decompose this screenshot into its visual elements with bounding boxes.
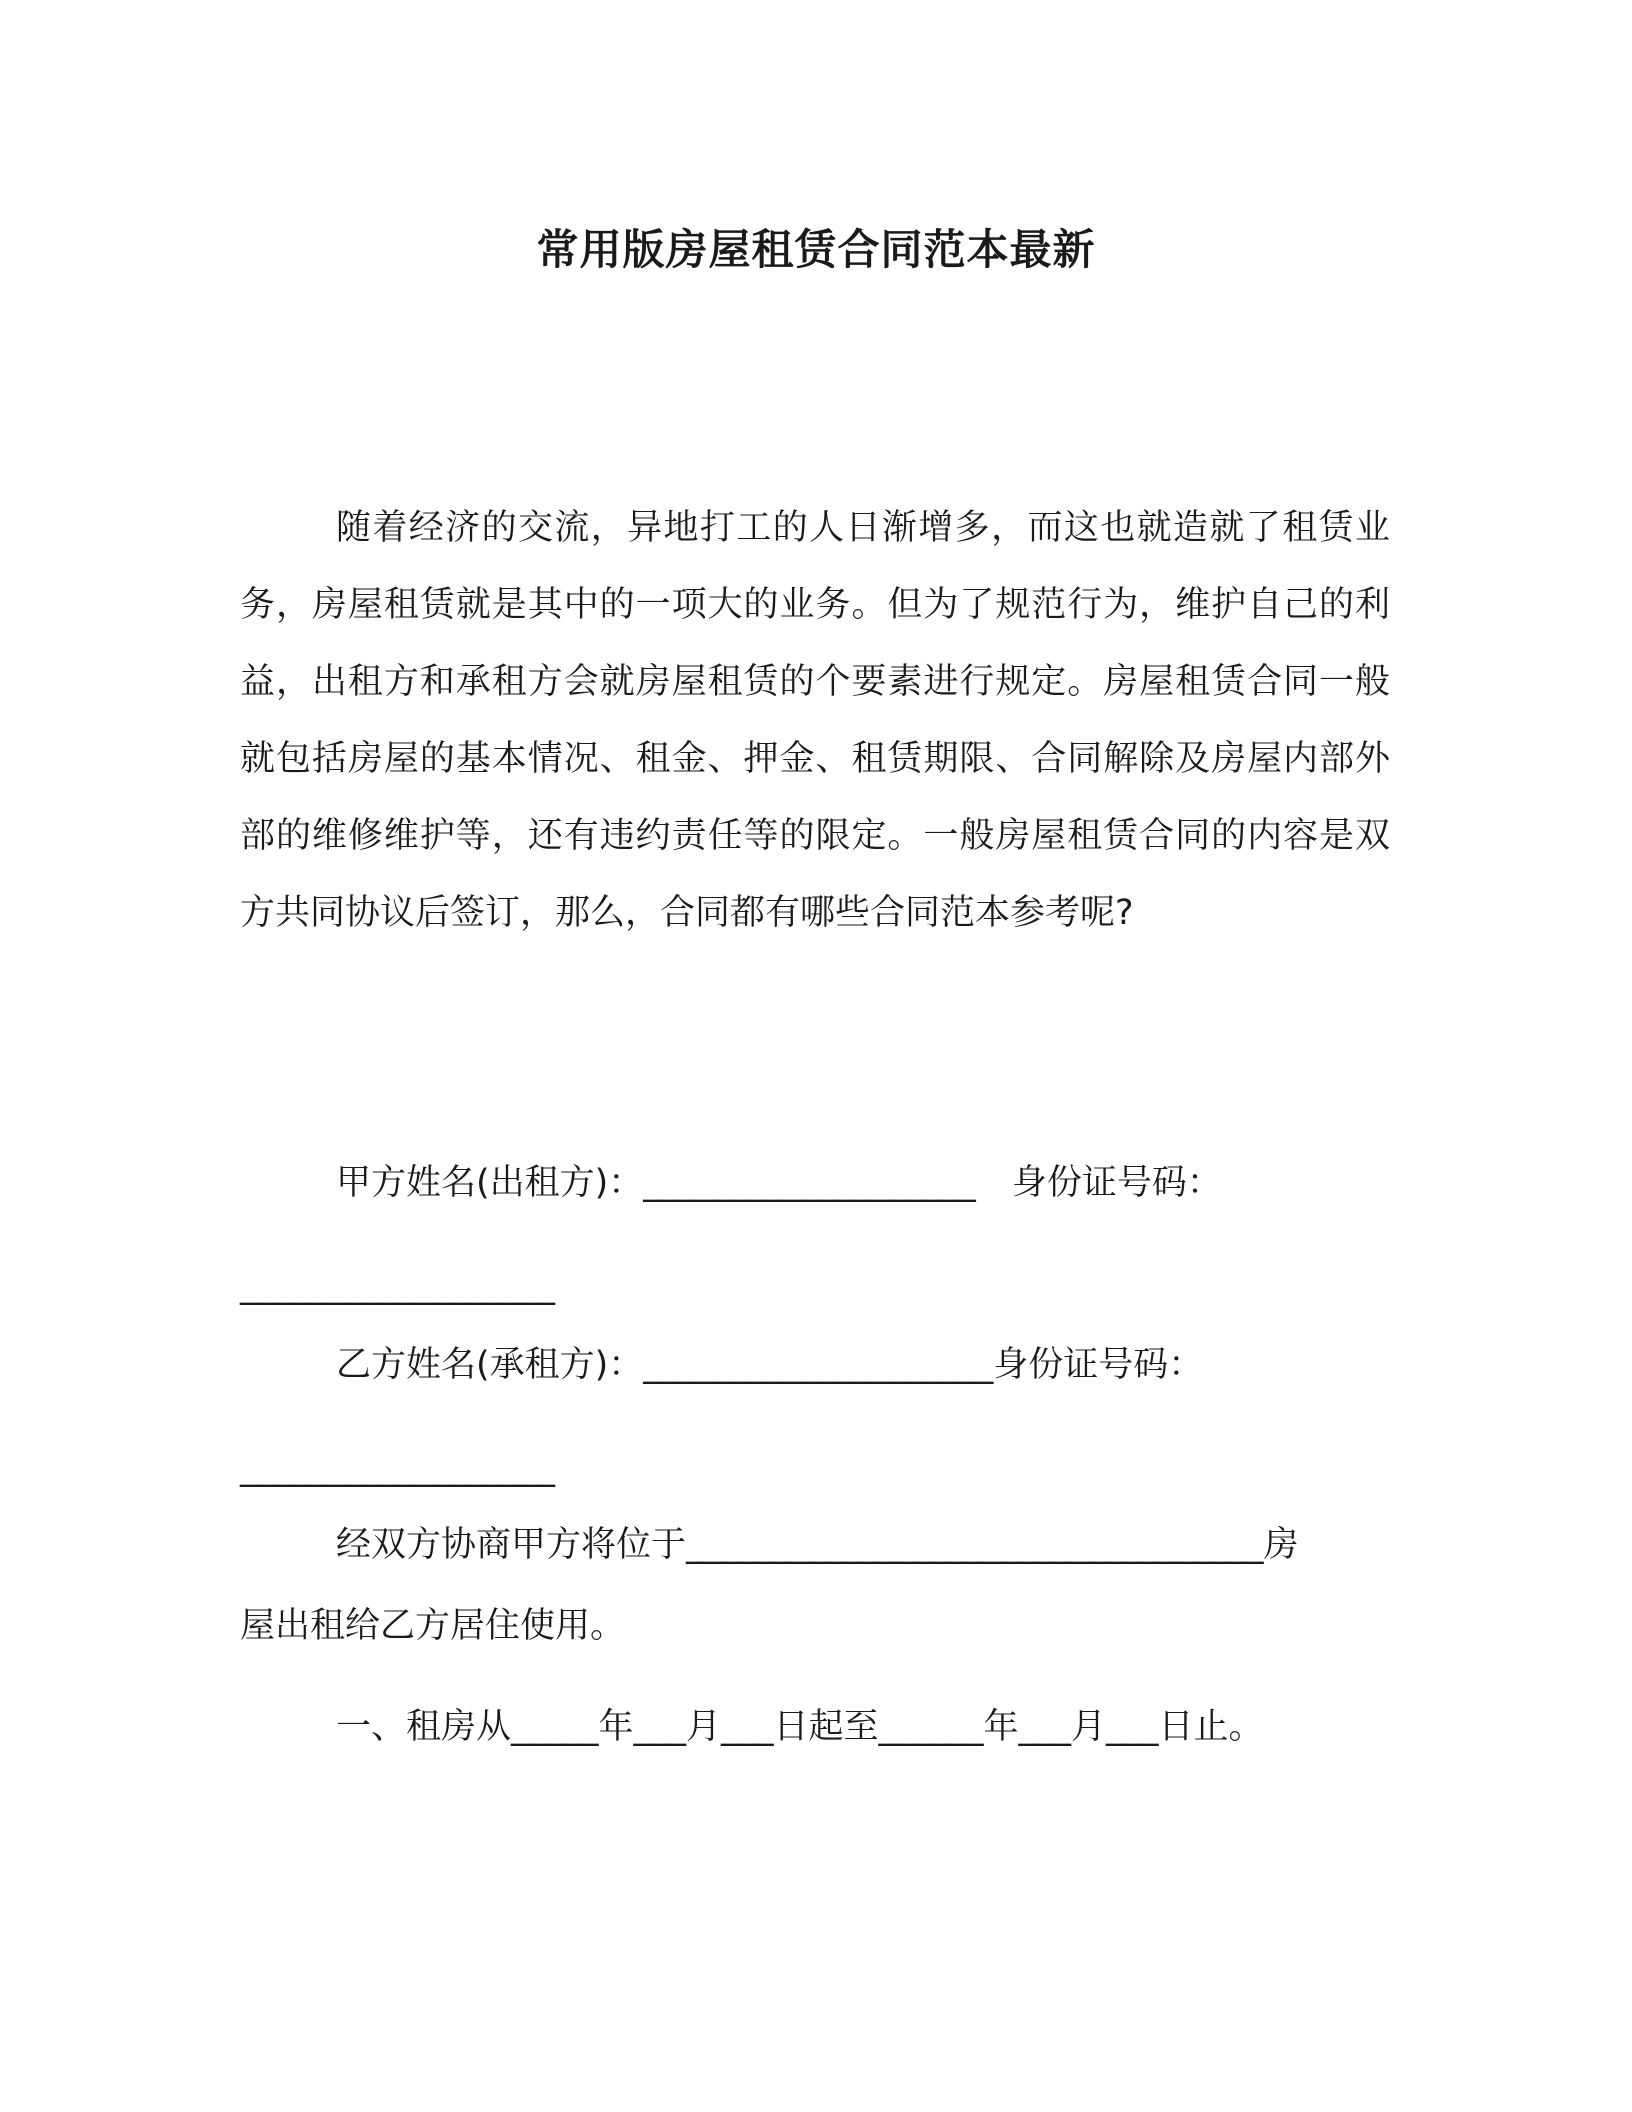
location-line-1: 经双方协商甲方将位于_________________________________房: [336, 1525, 1299, 1565]
document-title: 常用版房屋租赁合同范本最新: [536, 225, 1096, 274]
intro-paragraph: 随着经济的交流，异地打工的人日渐增多，而这也就造就了租赁业务，房屋租赁就是其中的一项大的业务。但为了规范行为，维护自己的利益，出租方和承租方会就房屋租赁的个要素进行规定。房屋租赁合同一般就包括房屋的基本情况、租金、押金、租赁期限、合同解除及房屋内部外部的维修维护等，还有违约责任等的限定。一般房屋租赁合同的内容是双方共同协议后签订，那么，合同都有哪些合同范本参考呢?: [240, 508, 1390, 933]
party-b-id-blank: __________________: [240, 1448, 555, 1488]
party-b-line: 乙方姓名(承租方)：____________________身份证号码：: [336, 1345, 1204, 1385]
location-line-2: 屋出租给乙方居住使用。: [240, 1606, 626, 1646]
party-a-line: [336, 1155, 1222, 1211]
clause-1-rental-period: 一、租房从_____年___月___日起至______年___月___日止。: [336, 1707, 1264, 1747]
party-a-id-label: 身份证号码：: [1011, 1163, 1222, 1203]
party-a-name-field: 甲方姓名(出租方)：___________________: [336, 1163, 976, 1203]
party-a-id-blank: __________________: [240, 1266, 555, 1306]
